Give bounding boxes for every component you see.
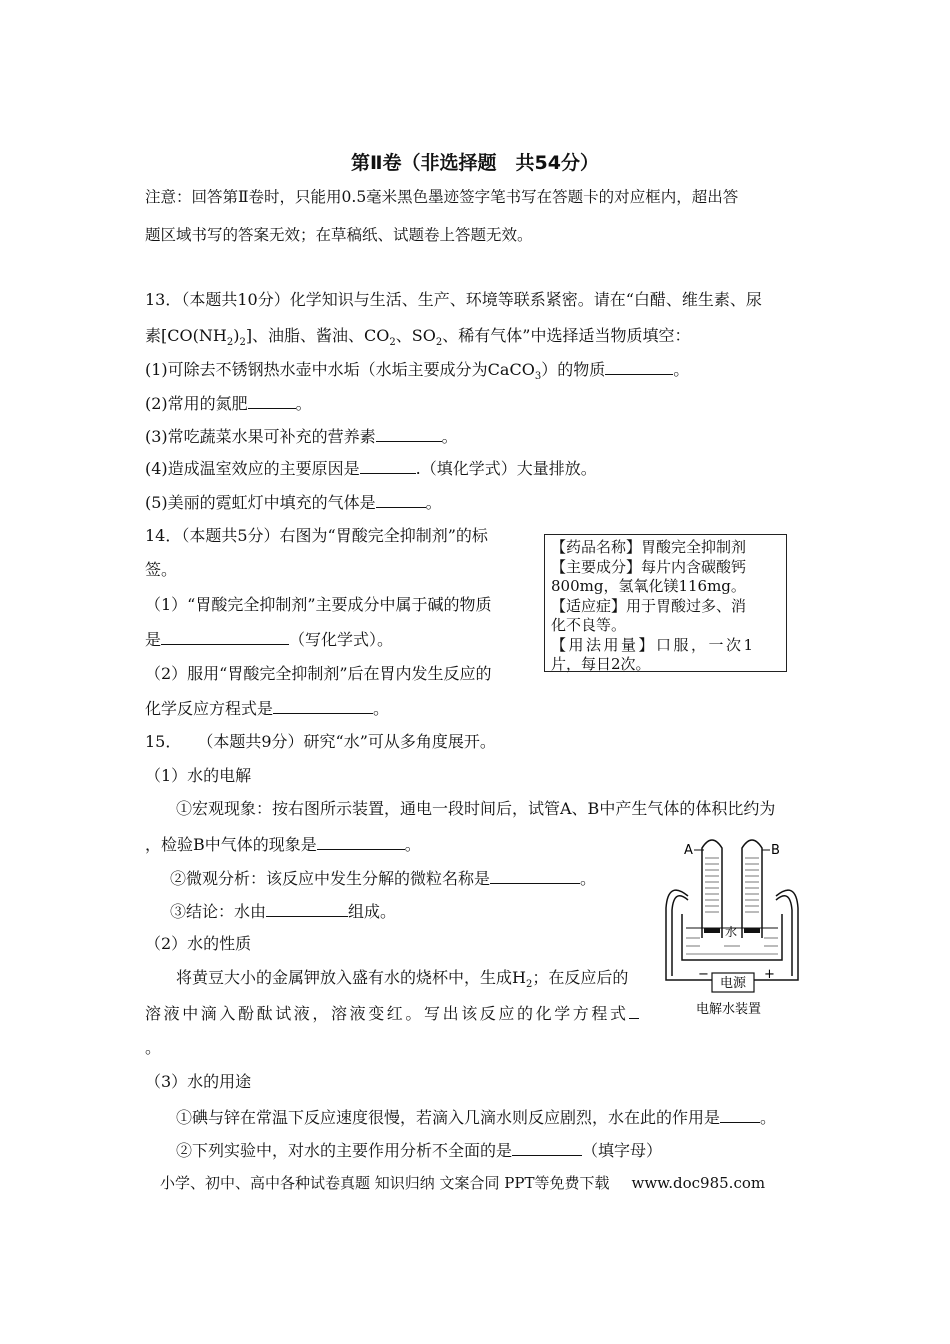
q14-part2-line1: （2）服用“胃酸完全抑制剂”后在胃内发生反应的 [145, 664, 492, 683]
q15-s1-d [170, 900, 396, 923]
q15-s1-a: ①宏观现象：按右图所示装置，通电一段时间后，试管A、B中产生气体的体积比约为 [176, 799, 776, 818]
answer-blank[interactable] [266, 900, 348, 917]
q13-intro-2a: 素[CO(NH [145, 326, 227, 345]
q15-intro: 15． （本题共9分）研究“水”可从多角度展开。 [145, 732, 496, 751]
answer-blank[interactable] [490, 867, 580, 884]
answer-blank[interactable] [248, 392, 296, 409]
q15-s2-b [145, 1002, 639, 1025]
q13-item-2 [145, 392, 312, 415]
q15-s2-a-text: 将黄豆大小的金属钾放入盛有水的烧杯中，生成H [176, 968, 526, 987]
answer-blank[interactable] [512, 1139, 582, 1156]
punct: 。 [673, 360, 690, 379]
label-line-6: 【用法用量】口服，一次1 [551, 635, 756, 654]
q13-intro-2b: ) [233, 326, 240, 345]
water-label: 水 [725, 925, 738, 939]
answer-blank[interactable] [605, 358, 673, 375]
sub: 2 [435, 337, 443, 349]
q14-part1-line2 [145, 628, 393, 651]
q13-item-3 [145, 425, 458, 448]
answer-blank[interactable] [629, 1002, 639, 1019]
q13-intro-2 [145, 325, 690, 354]
q15-s1-d-end: 组成。 [348, 902, 397, 921]
q13-item-2a: (2)常用的氮肥 [145, 394, 248, 413]
footer-text: 小学、初中、高中各种试卷真题 知识归纳 文案合同 PPT等免费下载 [160, 1174, 610, 1192]
plus-sign: + [764, 967, 775, 982]
answer-blank[interactable] [360, 457, 416, 474]
q15-s1-c [170, 867, 596, 890]
q14-part2-line2 [145, 697, 389, 720]
q13-intro-2d: 、SO [395, 326, 436, 345]
q13-item-4 [145, 457, 597, 480]
notice-line-1: 注意：回答第Ⅱ卷时，只能用0.5毫米黑色墨迹签字笔书写在答题卡的对应框内，超出答 [145, 188, 739, 206]
label-line-4: 【适应症】用于胃酸过多、消 [551, 596, 747, 615]
power-source-label: 电源 [720, 976, 747, 991]
sub: 2 [389, 337, 396, 349]
punct: 。 [404, 835, 421, 854]
sub: 2 [239, 337, 246, 349]
punct: 。 [295, 394, 312, 413]
q14-intro-1: 14．（本题共5分）右图为“胃酸完全抑制剂”的标 [145, 526, 488, 545]
section-title: 第Ⅱ卷（非选择题 共54分） [351, 152, 599, 174]
q15-s3-b-text: ②下列实验中，对水的主要作用分析不全面的是 [176, 1141, 513, 1160]
answer-blank[interactable] [376, 425, 442, 442]
q15-s2-title: （2）水的性质 [145, 934, 252, 953]
punct: 。 [580, 869, 597, 888]
q14-intro-2: 签。 [145, 560, 178, 579]
q14-part2-2a: 化学反应方程式是 [145, 699, 274, 718]
q15-s3-title: （3）水的用途 [145, 1072, 252, 1091]
notice-line-2: 题区域书写的答案无效；在草稿纸、试题卷上答题无效。 [145, 226, 533, 244]
answer-blank[interactable] [720, 1106, 760, 1123]
q14-part1-2a: 是 [145, 630, 162, 649]
q15-s3-a-text: ①碘与锌在常温下反应速度很慢，若滴入几滴水则反应剧烈，水在此的作用是 [176, 1108, 721, 1127]
label-line-5: 化不良等。 [551, 616, 627, 634]
q13-item-3a: (3)常吃蔬菜水果可补充的营养素 [145, 427, 376, 446]
q15-s1-b-text: ，检验B中气体的现象是 [145, 835, 317, 854]
q15-s1-title: （1）水的电解 [145, 766, 252, 785]
medicine-label-box [544, 534, 787, 672]
electrode-b [744, 928, 760, 933]
q15-s1-b [145, 833, 421, 856]
q13-intro-2c: ]、油脂、酱油、CO [245, 326, 390, 345]
q13-intro-1: 13．（本题共10分）化学知识与生活、生产、环境等联系紧密。请在“白醋、维生素、尿 [145, 290, 762, 309]
q13-item-1a: (1)可除去不锈钢热水壶中水垢（水垢主要成分为CaCO [145, 360, 535, 379]
q15-s2-a-end: ；在反应后的 [532, 968, 629, 987]
footer [160, 1172, 765, 1193]
answer-blank[interactable] [273, 697, 373, 714]
q15-s1-d-text: ③结论：水由 [170, 902, 267, 921]
label-line-2: 【主要成分】每片内含碳酸钙 [551, 557, 747, 576]
answer-blank[interactable] [161, 628, 289, 645]
sub: 2 [226, 337, 234, 349]
q15-s2-c: 。 [145, 1038, 162, 1057]
q13-item-1b: ）的物质 [541, 360, 606, 379]
q13-intro-2e: 、稀有气体”中选择适当物质填空： [442, 326, 691, 345]
q15-s2-a [176, 967, 628, 996]
answer-blank[interactable] [376, 491, 426, 508]
label-line-7: 片，每日2次。 [551, 655, 651, 673]
electrode-a [704, 928, 720, 933]
q13-item-4b: .（填化学式）大量排放。 [415, 459, 597, 478]
footer-url[interactable]: www.doc985.com [631, 1174, 766, 1192]
q15-s3-b [176, 1139, 662, 1162]
minus-sign: − [698, 967, 709, 982]
q13-item-5a: (5)美丽的霓虹灯中填充的气体是 [145, 493, 376, 512]
punct: 。 [373, 699, 390, 718]
punct: 。 [760, 1108, 777, 1127]
punct: 。 [425, 493, 442, 512]
sub: 3 [534, 371, 542, 383]
q13-item-4a: (4)造成温室效应的主要原因是 [145, 459, 360, 478]
figure-caption: 电解水装置 [696, 1002, 762, 1017]
q15-s3-b-end: （填字母） [582, 1141, 663, 1160]
label-line-1: 【药品名称】胃酸完全抑制剂 [551, 538, 747, 556]
q13-item-1 [145, 358, 689, 388]
q13-item-5 [145, 491, 442, 514]
label-line-3: 800mg，氢氧化镁116mg。 [551, 577, 746, 595]
electrolysis-apparatus-figure [662, 828, 802, 1024]
answer-blank[interactable] [317, 833, 405, 850]
q15-s1-c-text: ②微观分析：该反应中发生分解的微粒名称是 [170, 869, 491, 888]
label-b: B [771, 843, 780, 858]
q14-part1-line1: （1）“胃酸完全抑制剂”主要成分中属于碱的物质 [145, 595, 492, 614]
q14-part1-2b: （写化学式）。 [289, 630, 394, 649]
sub: 2 [525, 979, 533, 991]
punct: 。 [441, 427, 458, 446]
q15-s2-b-text: 溶液中滴入酚酞试液，溶液变红。写出该反应的化学方程式 [145, 1004, 629, 1023]
q15-s3-a [176, 1106, 776, 1129]
label-a: A [684, 843, 693, 858]
